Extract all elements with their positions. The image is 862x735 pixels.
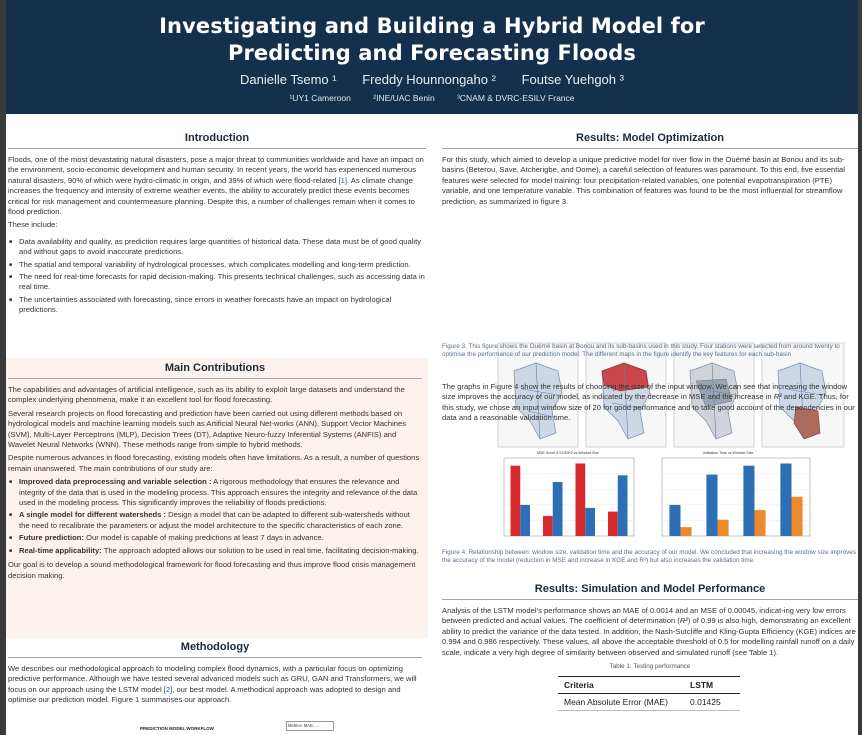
author-3: Foutse Yuehgoh ³ xyxy=(521,72,624,87)
window-text-b: and KGE. Thus, for this study, we chose an input window size of 20 for good performance and to take good account of the dependencies in our data and a reasonable validation time. xyxy=(442,392,855,423)
sim-text-b: ) of 0.99 is also high, demonstrating an excellent ability to predict the variance of the data tested. In addition, the Nash-Sutcliffe and Kling-Gupta Efficiency (KGE) indices are 0.994 and 0.986 respectively. These values, all above the acceptable threshold of 0.5 for modelling rainfall runoff on a daily scale, indicate a very high degree of similarity between observed and simulated runoff (see Table 1). xyxy=(442,616,856,657)
bar xyxy=(669,505,680,536)
author-2: Freddy Hounnongaho ² xyxy=(362,72,496,87)
affiliation-3: ³CNAM & DVRC-ESILV France xyxy=(457,93,575,103)
table-row xyxy=(558,694,740,711)
bar xyxy=(511,466,521,536)
bar xyxy=(543,516,553,536)
title-line-2: Predicting and Forecasting Floods xyxy=(227,41,637,65)
list-item: ■ The need for real-time forecasts for rapid decision-making. This presents technical challenges, such as accessing data in real time. xyxy=(8,272,426,293)
bar xyxy=(706,475,717,536)
right-column xyxy=(442,114,858,708)
table-cell: Mean Absolute Error (MAE) xyxy=(558,694,684,711)
contributions-title: Main Contributions xyxy=(8,358,422,379)
left-chart-title: MSE Score & KGE/R2 vs Window Size xyxy=(536,451,600,455)
contributions-paragraph: Despite numerous advances in flood forecasting, existing models often have limitations. As a result, a number of questions remain unanswered. The main contributions of our study are: xyxy=(8,453,420,473)
method-text-b: , our best model. A methodical approach was adopted to design and optimise our prediction model. Figure 1 summarises our approach. xyxy=(8,684,401,705)
r2-symbol: R² xyxy=(773,392,782,402)
author-1: Danielle Tsemo ¹ xyxy=(240,72,337,87)
citation-link[interactable]: [1] xyxy=(338,175,347,185)
introduction-section xyxy=(6,114,432,316)
window-text-a: The graphs in Figure 4 show the results of choosing the size of the input window. We can see that increasing the window size improves the accuracy of our model, as indicated by the decrease in MSE and the increase in xyxy=(442,382,848,402)
left-bar-chart xyxy=(504,458,634,536)
workflow-metrics-box: Metrics: MAE, ... xyxy=(286,721,334,731)
optimization-section xyxy=(442,114,858,207)
bar xyxy=(618,475,628,536)
list-item: ■ The uncertainties associated with forecasting, since errors in weather forecasts have an impact on hydrological predictions. xyxy=(8,295,426,316)
poster xyxy=(6,0,858,735)
performance-table xyxy=(558,676,740,711)
list-item xyxy=(8,533,422,543)
bar xyxy=(585,508,595,536)
introduction-lead: These include: xyxy=(8,220,58,230)
table-header-lstm: LSTM xyxy=(684,677,740,694)
poster-title xyxy=(6,0,858,67)
optimization-paragraph: For this study, which aimed to develop a unique predictive model for river flow in the Ouémé basin at Bonou and its sub-basins (Beterou, Save, Atcherigbe, and Dome), a careful selection of features was paramount. To this end, five essential features were selected for model training: four precipitation-related variables, one potential evapotranspiration (PTE) variable, and one temperature variable. This combination of features was found to be the most influential for streamflow prediction, as summarized in figure 3. xyxy=(442,155,845,206)
optimization-title: Results: Model Optimization xyxy=(442,132,858,149)
r2-symbol: R² xyxy=(679,616,688,626)
bar xyxy=(780,463,791,536)
affiliation-list xyxy=(6,93,858,103)
methodology-paragraph xyxy=(8,664,422,706)
left-column xyxy=(6,114,432,705)
bar xyxy=(792,497,803,536)
method-text-a: We describes our methodological approach to modeling complex flood dynamics, with a particular focus on optimizing predictive performance. Although we have tested several advanced models such as GRU, GAN and Transformers, we will focus on our approach using the LSTM model xyxy=(8,664,417,694)
bar xyxy=(755,510,766,536)
bar xyxy=(520,505,530,536)
contributions-paragraph: Several research projects on flood forecasting and prediction have been carried out using different methods based on hydrological models and machine learning models such as Artificial Neural Net-works (ANN), Support Vector Machines (SVM), Multi-Layer Perceptrons (MLP), Decision Trees (DT), Adaptive Neuro-fuzzy Inferential Systems (ANFIS) and Wavelet Neural Networks (WNN). These methods range from simple to hybrid methods. xyxy=(8,408,407,450)
figure-4-caption: Figure 4. Relationship between: window size, validation time and the accuracy of our model. We concluded that increasing the window size improves the accuracy of the model (reduction in MSE and increase in KGE and R²) but also increases the validation time. xyxy=(442,549,856,565)
right-bar-chart xyxy=(662,458,810,536)
poster-header xyxy=(6,0,858,114)
citation-link[interactable]: [2] xyxy=(163,684,173,694)
challenge-list xyxy=(8,237,426,316)
figure-3-caption: Figure 3. This figure shows the Ouémé basin at Bonou and its sub-basins used in this study. Four stations were selected from around twenty to optimise the performance of our prediction model. The different maps in the figure identify the key features for each sub-basin xyxy=(442,343,840,359)
sim-text-a: Analysis of the LSTM model’s performance shows an MAE of 0.0014 and an MSE of 0.00045, indicat-ing very low errors between predicted and actual values. The coefficient of determination ( xyxy=(442,606,846,626)
list-item xyxy=(8,546,422,556)
list-item: ■ Data availability and quality, as prediction requires large quantities of historical data. These data must be of good quality and without gaps to avoid inaccurate predictions. xyxy=(8,237,426,258)
author-list xyxy=(6,72,858,87)
window-size-charts xyxy=(490,448,818,546)
simulation-section xyxy=(442,583,858,711)
affiliation-2: ²INE/UAC Benin xyxy=(373,93,435,103)
table-1-caption: Table 1. Testing performance xyxy=(609,663,691,671)
contribution-text: The approach adopted allows our solution to be used in real time, facilitating decision-making. xyxy=(101,545,419,555)
contribution-text: A rigorous methodology that ensures the relevance and integrity of the data that is used in the modeling process. This approach ensures the integrity and relevance of the data used in the modeling process. This significantly improves the reliability of floods predictions. xyxy=(19,477,418,508)
intro-text-b: . As climate change increases the frequency and intensity of extreme weather events, the ability to accurately predict these events becomes critical for risk management and countermeasure planning. Despite this, a number of challenges remain when it comes to flood prediction. xyxy=(8,175,415,217)
bar xyxy=(576,463,586,536)
methodology-title: Methodology xyxy=(8,641,422,658)
window-size-paragraph xyxy=(442,382,856,424)
intro-text-a: Floods, one of the most devastating natural disasters, pose a major threat to communities worldwide and have an impact on the environment, socio-economic development and human security. In recent years, the world has experienced numerous natural disasters, 90% of which were hydro-climatic in origin, and 39% of which were flood-related xyxy=(8,155,424,185)
introduction-title: Introduction xyxy=(8,132,426,149)
contributions-section xyxy=(6,358,428,638)
list-item: ■ The spatial and temporal variability of hydrological processes, which complicates modelling and long-term prediction. xyxy=(8,260,426,270)
right-chart-title: Validation Time vs Window Size xyxy=(702,451,754,455)
affiliation-1: ¹UY1 Cameroon xyxy=(289,93,351,103)
table-header-row xyxy=(558,677,740,694)
bar xyxy=(718,520,729,536)
methodology-section xyxy=(6,641,428,709)
title-line-1: Investigating and Building a Hybrid Model for xyxy=(159,14,705,38)
contribution-heading: A single model for different watersheds : xyxy=(19,510,166,520)
contribution-heading: Future prediction: xyxy=(19,533,84,543)
list-item xyxy=(8,510,422,531)
contribution-text: Our model is capable of making predictions at least 7 days in advance. xyxy=(83,533,324,543)
contribution-list xyxy=(8,477,422,556)
workflow-figure xyxy=(140,721,360,735)
bar xyxy=(681,527,692,536)
bar xyxy=(553,482,563,536)
contributions-goal: Our goal is to develop a sound methodological framework for flood forecasting and thus improve flood crisis management decision making. xyxy=(8,560,416,580)
contribution-text: Design a model that can be adapted to different sub-watersheds without the need to recalibrate the parameters or adjust the model architecture to the specific characteristics of each zone. xyxy=(19,510,410,530)
simulation-paragraph xyxy=(442,606,858,658)
bar xyxy=(608,512,618,536)
table-header-criteria: Criteria xyxy=(558,677,684,694)
list-item xyxy=(8,477,422,508)
contribution-heading: Real-time applicability: xyxy=(19,545,102,555)
introduction-paragraph xyxy=(8,155,426,217)
table-cell: 0.01425 xyxy=(684,694,740,711)
contributions-paragraph: The capabilities and advantages of artificial intelligence, such as its ability to exploit large datasets and understand the complex underlying phenomena, make it an excellent tool for flood forecasting. xyxy=(8,385,405,405)
simulation-title: Results: Simulation and Model Performance xyxy=(442,583,858,600)
contribution-heading: Improved data preprocessing and variable selection : xyxy=(19,477,212,487)
workflow-label: PREDICTION MODEL WORKFLOW xyxy=(140,726,214,731)
bar xyxy=(743,466,754,536)
